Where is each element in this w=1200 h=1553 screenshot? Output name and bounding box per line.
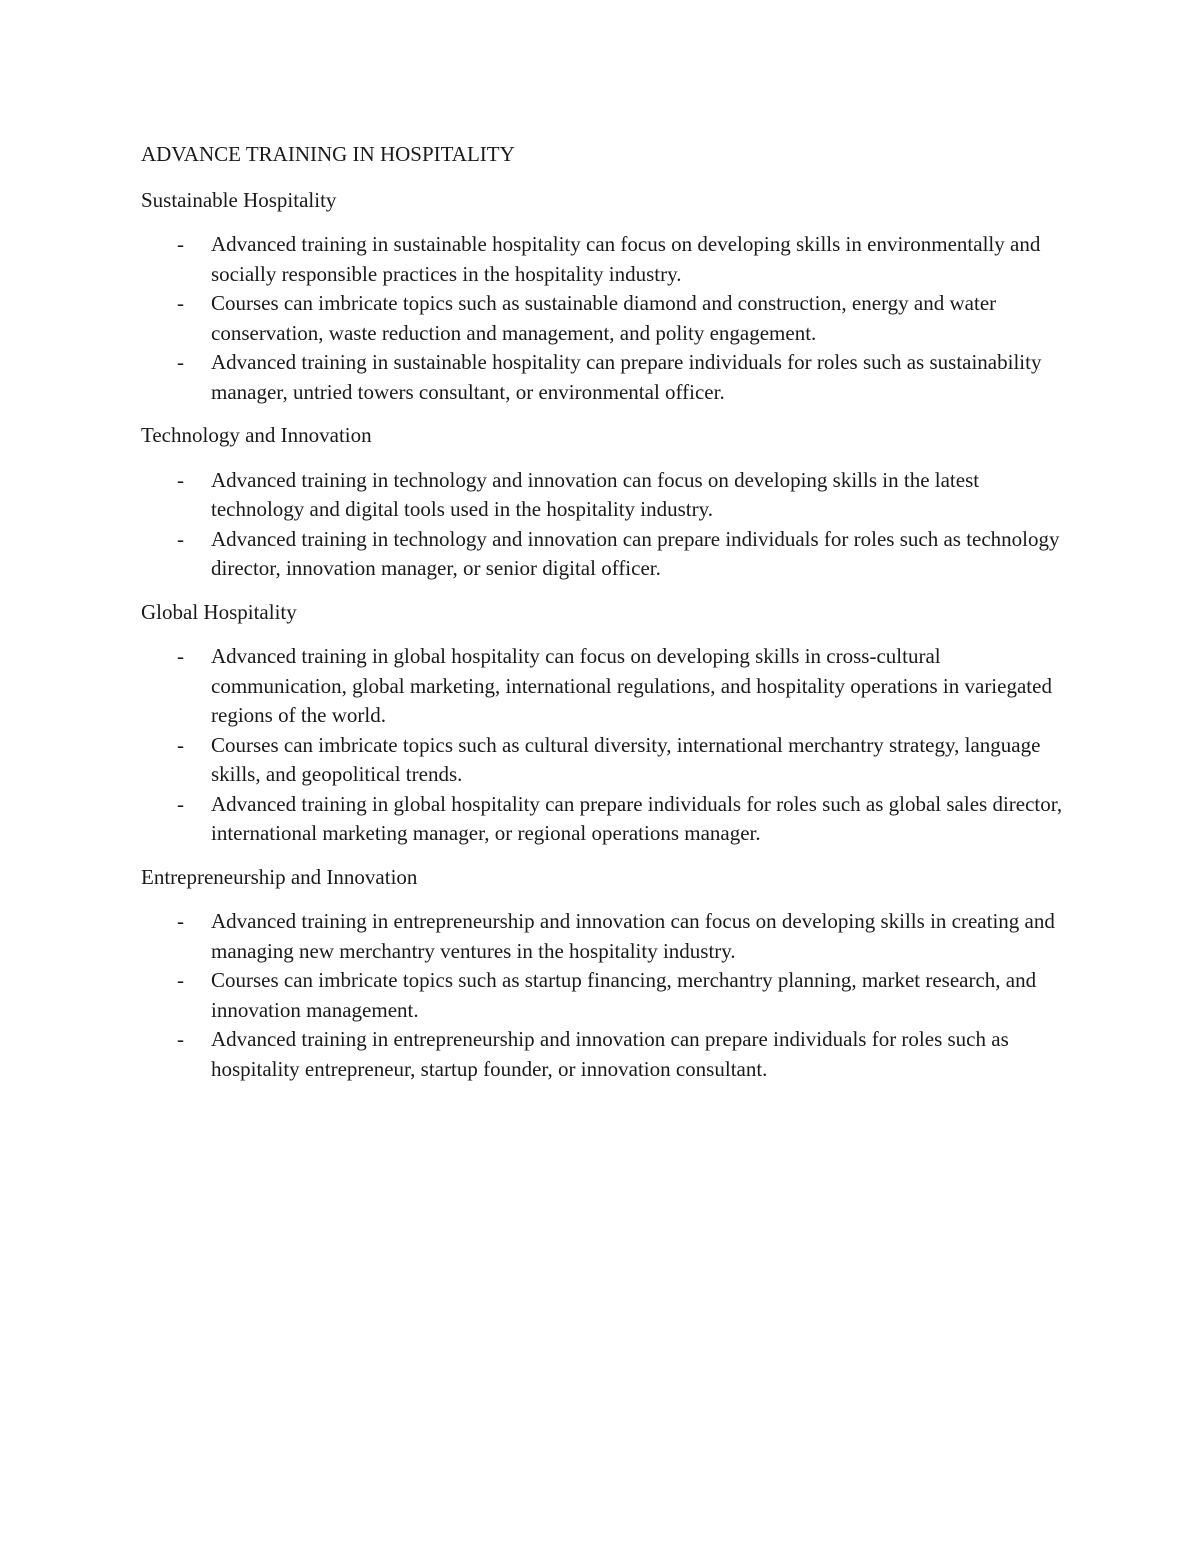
dash-bullet-icon: - [177, 291, 184, 315]
section-global-hospitality [141, 598, 1071, 849]
bullet-text: Advanced training in entrepreneurship and innovation can prepare individuals for roles such as hospitality entrepreneur, startup founder, or innovation consultant. [211, 1027, 1009, 1081]
document-title: ADVANCE TRAINING IN HOSPITALITY [141, 142, 515, 166]
bullet-list [141, 466, 1071, 584]
dash-bullet-icon: - [177, 232, 184, 256]
bullet-list [141, 642, 1071, 849]
section-technology-and-innovation [141, 421, 1071, 584]
section-heading: Entrepreneurship and Innovation [141, 864, 418, 889]
dash-bullet-icon: - [177, 526, 184, 551]
document-page [141, 140, 1071, 1098]
section-entrepreneurship-and-innovation [141, 863, 1071, 1085]
section-heading: Technology and Innovation [141, 423, 372, 447]
list-item [141, 790, 1071, 849]
bullet-list [141, 907, 1071, 1084]
bullet-text: Advanced training in sustainable hospitality can focus on developing skills in environmentally and socially responsible practices in the hospitality industry. [211, 232, 1041, 286]
list-item [141, 731, 1071, 790]
section-heading: Global Hospitality [141, 599, 297, 624]
dash-bullet-icon: - [177, 968, 184, 992]
dash-bullet-icon: - [177, 732, 184, 757]
dash-bullet-icon: - [177, 791, 184, 816]
dash-bullet-icon: - [177, 644, 184, 668]
bullet-text: Courses can imbricate topics such as sustainable diamond and construction, energy and water conservation, waste reduction and management, and polity engagement. [211, 291, 997, 345]
list-item [141, 289, 1071, 348]
list-item [141, 642, 1071, 731]
list-item [141, 466, 1071, 525]
bullet-text: Advanced training in technology and innovation can focus on developing skills in the latest technology and digital tools used in the hospitality industry. [211, 467, 980, 521]
dash-bullet-icon: - [177, 909, 184, 933]
list-item [141, 1025, 1071, 1084]
list-item [141, 907, 1071, 966]
list-item [141, 230, 1071, 289]
bullet-text: Courses can imbricate topics such as cultural diversity, international merchantry strategy, language skills, and geopolitical trends. [211, 732, 1041, 786]
dash-bullet-icon: - [177, 350, 184, 374]
dash-bullet-icon: - [177, 1027, 184, 1051]
bullet-text: Advanced training in entrepreneurship and innovation can focus on developing skills in creating and managing new merchantry ventures in the hospitality industry. [211, 909, 1055, 963]
bullet-list [141, 230, 1071, 407]
list-item [141, 966, 1071, 1025]
section-heading: Sustainable Hospitality [141, 187, 337, 212]
section-sustainable-hospitality [141, 186, 1071, 408]
list-item [141, 525, 1071, 584]
bullet-text: Advanced training in technology and innovation can prepare individuals for roles such as technology director, innovation manager, or senior digital officer. [211, 526, 1060, 580]
bullet-text: Advanced training in global hospitality can prepare individuals for roles such as global sales director, international marketing manager, or regional operations manager. [211, 791, 1063, 845]
bullet-text: Courses can imbricate topics such as startup financing, merchantry planning, market research, and innovation management. [211, 968, 1037, 1022]
bullet-text: Advanced training in global hospitality can focus on developing skills in cross-cultural communication, global marketing, international regulations, and hospitality operations in variegated regions of the world. [211, 644, 1052, 727]
bullet-text: Advanced training in sustainable hospitality can prepare individuals for roles such as sustainability manager, untried towers consultant, or environmental officer. [211, 350, 1042, 404]
dash-bullet-icon: - [177, 467, 184, 492]
list-item [141, 348, 1071, 407]
